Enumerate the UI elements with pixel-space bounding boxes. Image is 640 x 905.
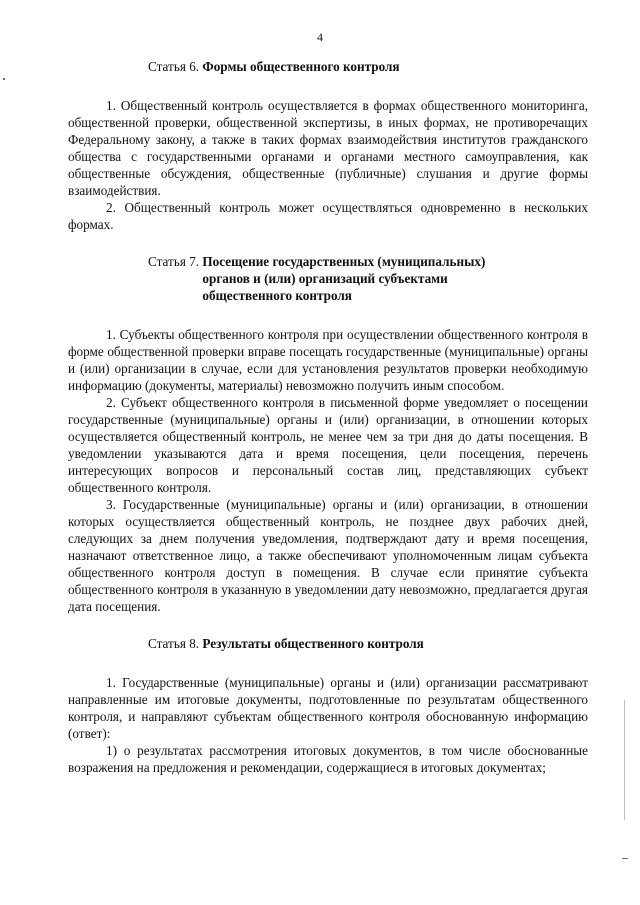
article-7-title-line-3: общественного контроля (202, 288, 352, 303)
scan-artifact (3, 78, 5, 80)
article-6-prefix: Статья 6. (148, 59, 203, 74)
article-8-prefix: Статья 8. (148, 636, 203, 651)
article-7-title-line-2: органов и (или) организаций субъектами (202, 271, 448, 286)
article-7-paragraph-1: 1. Субъекты общественного контроля при осуществлении общественного контроля в форме общественной проверки вправе посещать государственные (муниципальные) органы и (или) организации в случае, если для установления результатов проверки необходимую информацию (документы, материалы) невозможно получить иным способом. (68, 327, 588, 393)
scan-artifact (622, 858, 628, 859)
article-8-title: Результаты общественного контроля (202, 636, 424, 651)
article-7-paragraph-2: 2. Субъект общественного контроля в письменной форме уведомляет о посещении государственные (муниципальные) органы и (или) организации, в отношении которых осуществляется общественный контроль, не менее чем за три дня до даты посещения. В уведомлении указываются дата и время посещения, цели посещения, перечень интересующих вопросов и персональный состав лиц, представляющих субъект общественного контроля. (68, 395, 588, 495)
article-7-title (202, 253, 485, 304)
article-6-paragraph-2: 2. Общественный контроль может осуществляться одновременно в нескольких формах. (68, 200, 588, 232)
page-number: 4 (317, 30, 323, 44)
article-6-paragraph-1: 1. Общественный контроль осуществляется в формах общественного мониторинга, общественной проверки, общественной экспертизы, в иных формах, не противоречащих Федеральному закону, а также в таких формах взаимодействия институтов гражданского общества с государственными органами и органами местного самоуправления, как общественные обсуждения, общественные (публичные) слушания и другие формы взаимодействия. (68, 98, 588, 198)
article-8-heading (68, 635, 588, 652)
article-8-paragraph-2: 1) о результатах рассмотрения итоговых документов, в том числе обоснованные возражения на предложения и рекомендации, содержащиеся в итоговых документах; (68, 743, 588, 775)
article-7-prefix: Статья 7. (148, 254, 203, 269)
scan-artifact (624, 700, 625, 820)
article-8-paragraph-1: 1. Государственные (муниципальные) органы и (или) организации рассматривают направленные им итоговые документы, подготовленные по результатам общественного контроля, и направляют субъектам общественного контроля обоснованную информацию (ответ): (68, 675, 588, 741)
article-7-paragraph-3: 3. Государственные (муниципальные) органы и (или) организации, в отношении которых осуществляется общественный контроль, не позднее двух рабочих дней, следующих за днем получения уведомления, подтверждают дату и время посещения, назначают ответственное лицо, а также обеспечивают уполномоченным лицам субъекта общественного контроля доступ в помещения. В случае если принятие субъекта общественного контроля в указанную в уведомлении дату невозможно, предлагается другая дата посещения. (68, 497, 588, 614)
article-7-title-line-1: Посещение государственных (муниципальных) (202, 254, 486, 269)
article-7-heading (68, 253, 588, 304)
article-6-title: Формы общественного контроля (202, 59, 400, 74)
article-6-heading (68, 58, 588, 75)
document-body (68, 58, 588, 776)
